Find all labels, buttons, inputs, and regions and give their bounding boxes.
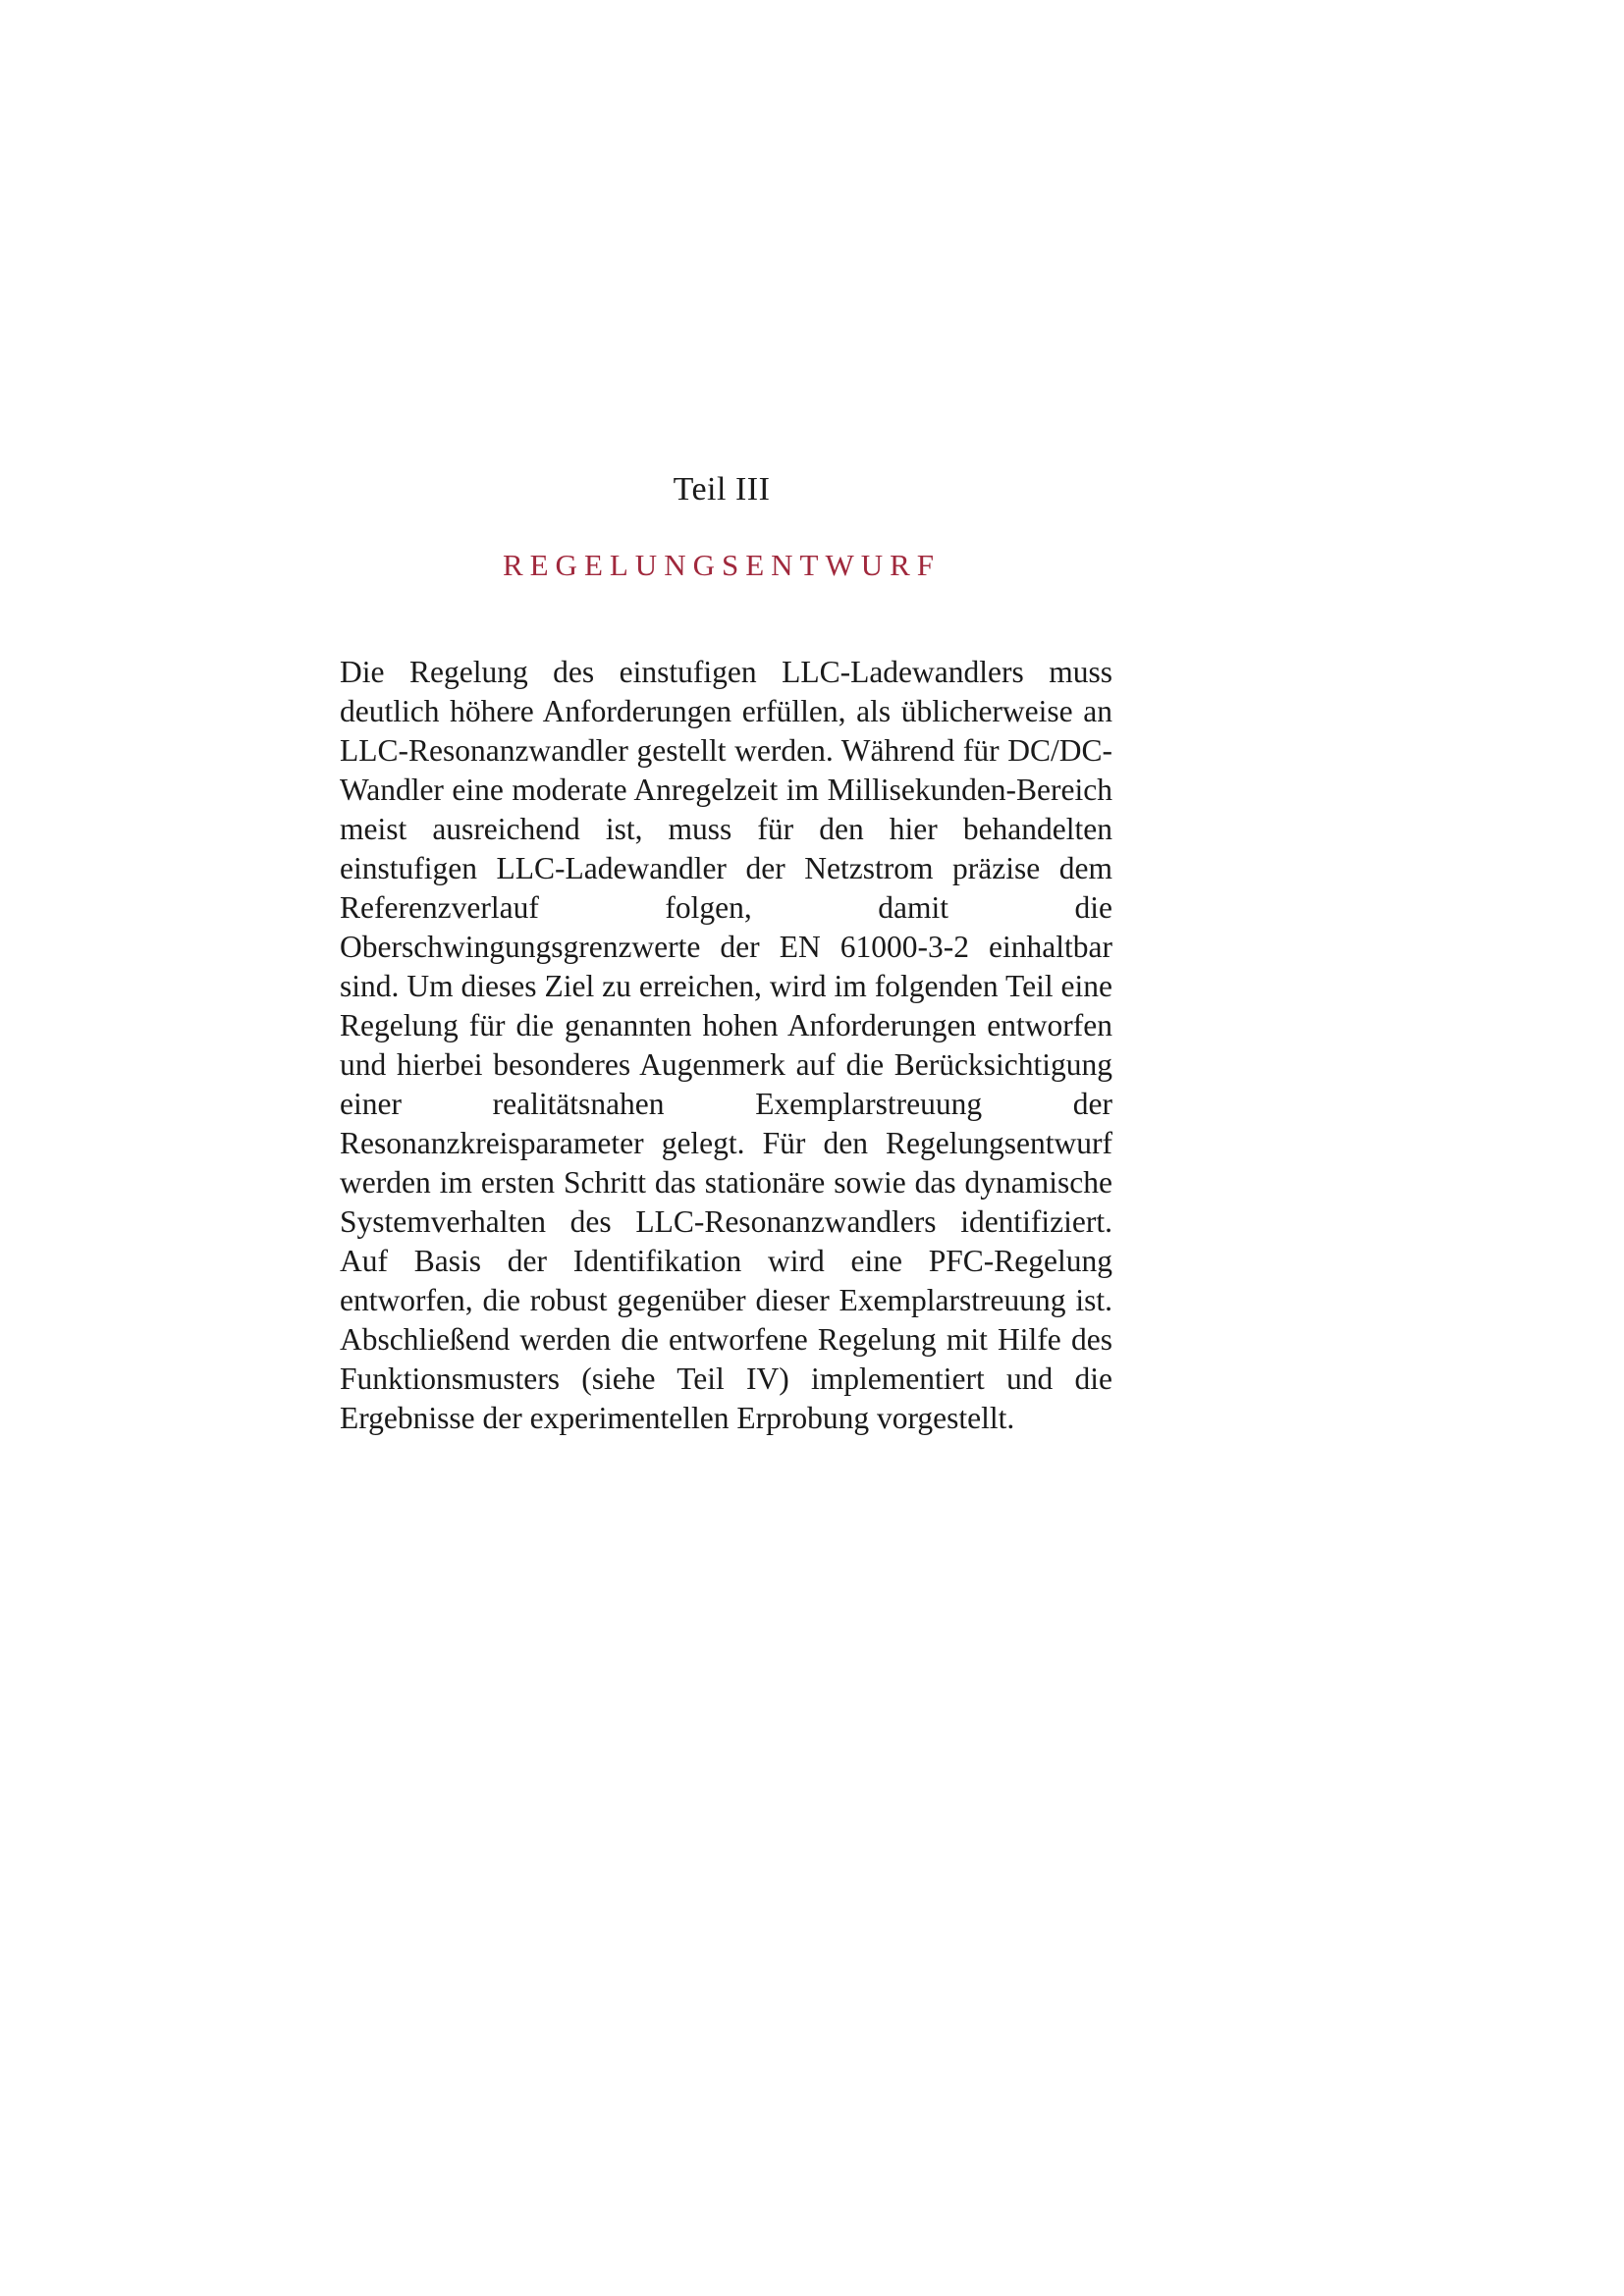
- intro-paragraph: Die Regelung des einstufigen LLC-Ladewandlers muss deutlich höhere Anforderungen erfüllen, als üblicherweise an LLC-Resonanzwandler gestellt werden. Während für DC/DC-Wandler eine moderate Anregelzeit im Millisekunden-Bereich meist ausreichend ist, muss für den hier behandelten einstufigen LLC-Ladewandler der Netzstrom präzise dem Referenzverlauf folgen, damit die Oberschwingungsgrenzwerte der EN 61000-3-2 einhaltbar sind. Um dieses Ziel zu erreichen, wird im folgenden Teil eine Regelung für die genannten hohen Anforderungen entworfen und hierbei besonderes Augenmerk auf die Berücksichtigung einer realitätsnahen Exemplarstreuung der Resonanzkreisparameter gelegt. Für den Regelungsentwurf werden im ersten Schritt das stationäre sowie das dynamische Systemverhalten des LLC-Resonanzwandlers identifiziert. Auf Basis der Identifikation wird eine PFC-Regelung entworfen, die robust gegenüber dieser Exemplarstreuung ist. Abschließend werden die entworfene Regelung mit Hilfe des Funktionsmusters (siehe Teil IV) implementiert und die Ergebnisse der experimentellen Erprobung vorgestellt.: [340, 655, 1112, 1435]
- part-title: REGELUNGSENTWURF: [502, 548, 942, 582]
- part-label: Teil III: [673, 471, 771, 507]
